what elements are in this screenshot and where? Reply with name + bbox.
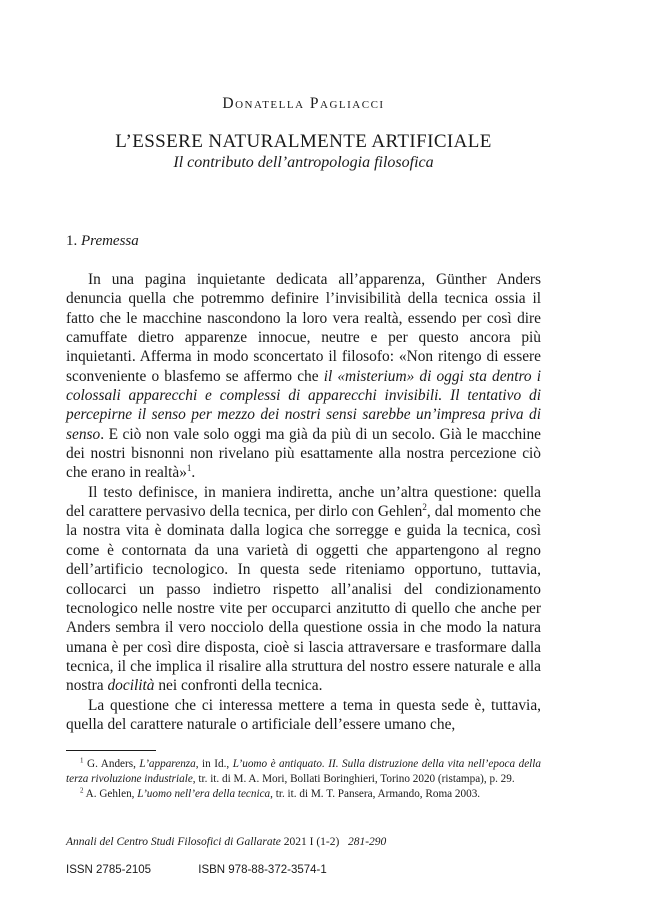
footnotes (66, 757, 541, 802)
footnote-ref-2[interactable]: 2 (422, 502, 427, 512)
paragraph-1-text-c: . (191, 464, 196, 482)
journal-issue: 2021 I (1-2) (280, 836, 340, 848)
paragraph-1-text-a: In una pagina inquietante dedicata all’apparenza, Günther Anders denuncia quella che potremmo definire l’invisibilità della tecnica ossia il fatto che le macchine nascondono la loro vera realtà, essendo per così dire camuffate dietro apparenze innocue, neutre e per questo ancora più inquietanti. Afferma in modo sconcertato il filosofo: «Non ritengo di essere sconveniente o blasfemo se affermo che (66, 271, 541, 385)
journal-citation (66, 836, 386, 848)
issn: ISSN 2785-2105 (66, 864, 152, 876)
journal-name: Annali del Centro Studi Filosofici di Gallarate (66, 836, 281, 848)
paragraph-2-text-b: , dal momento che la nostra vita è dominata dalla logica che sorregge e guida la tecnica, così come è contornata da una varietà di oggetti che appartengono al regno dell’artificio tecnologico. In questa sede riteniamo opportuno, tuttavia, collocarci un passo indietro rispetto all’analisi del condizionamento tecnologico nelle nostre vite per occuparci anzitutto di quello che anche per Anders sembra il vero nocciolo della questione ossia in che modo la natura umana è per così dire disposta, cioè si lascia attraversare e trasformare dalla tecnica, il che implica il risalire alla struttura del nostro essere naturale e alla nostra (66, 503, 541, 695)
paragraph-3 (66, 696, 541, 735)
author-name: Donatella Pagliacci (222, 95, 385, 112)
section-number: 1. (66, 233, 78, 249)
footnote-2-text-a: A. Gehlen, (83, 788, 138, 800)
isbn: ISBN 978-88-372-3574-1 (198, 864, 327, 876)
section-heading (66, 233, 139, 250)
footnote-divider (66, 750, 156, 751)
paragraph-1 (66, 270, 541, 483)
footnote-2 (66, 787, 541, 802)
footnote-1-text-a: G. Anders, (83, 758, 140, 770)
paragraph-2-text-c: nei confronti della tecnica. (154, 677, 323, 695)
article-title: L’ESSERE NATURALMENTE ARTIFICIALE (115, 131, 492, 152)
footnote-2-italic: L’uomo nell’era della tecnica (137, 788, 271, 800)
paragraph-2-text-a: Il testo definisce, in maniera indiretta, anche un’altra questione: quella del carattere pervasivo della tecnica, per dirlo con Gehlen (66, 483, 541, 521)
body-text (66, 270, 541, 734)
identifiers (66, 864, 327, 876)
paragraph-2 (66, 483, 541, 696)
footnote-1-text-c: , tr. it. di M. A. Mori, Bollati Boringhieri, Torino 2020 (ristampa), p. 29. (192, 773, 515, 785)
footnote-2-text-b: , tr. it. di M. T. Pansera, Armando, Roma 2003. (270, 788, 481, 800)
footnote-1-italic-b: L’uomo è antiquato. II. Sulla distruzione della vita nell’epoca della terza rivoluzione industriale (66, 758, 541, 785)
section-title: Premessa (81, 233, 139, 249)
footnote-1-text-b: , in Id., (195, 758, 233, 770)
paragraph-3-text: La questione che ci interessa mettere a tema in questa sede è, tuttavia, quella del carattere naturale o artificiale dell’essere umano che, (66, 696, 541, 733)
footnote-ref-1[interactable]: 1 (186, 463, 192, 474)
paragraph-2-italic-word: docilità (107, 677, 155, 695)
page (66, 0, 541, 910)
footnote-1-italic-a: L’apparenza (139, 758, 196, 770)
paragraph-1-quote-italic: il «misterium» di oggi sta dentro i colossali apparecchi e complessi di apparecchi invisibili. Il tentativo di percepirne il senso per mezzo dei nostri sensi sarebbe un’impresa priva di senso (66, 367, 541, 443)
footnote-2-number: 2 (80, 786, 84, 795)
page-range: 281-290 (347, 836, 387, 848)
footnote-1-number: 1 (80, 756, 84, 765)
article-subtitle: Il contributo dell’antropologia filosofica (173, 154, 434, 171)
footnote-1 (66, 757, 541, 787)
paragraph-1-text-b: . E ciò non vale solo oggi ma già da più di un secolo. Già le macchine dei nostri bisnonni non rivelano più esattamente alla nostra percezione ciò che erano in realtà» (66, 425, 541, 482)
